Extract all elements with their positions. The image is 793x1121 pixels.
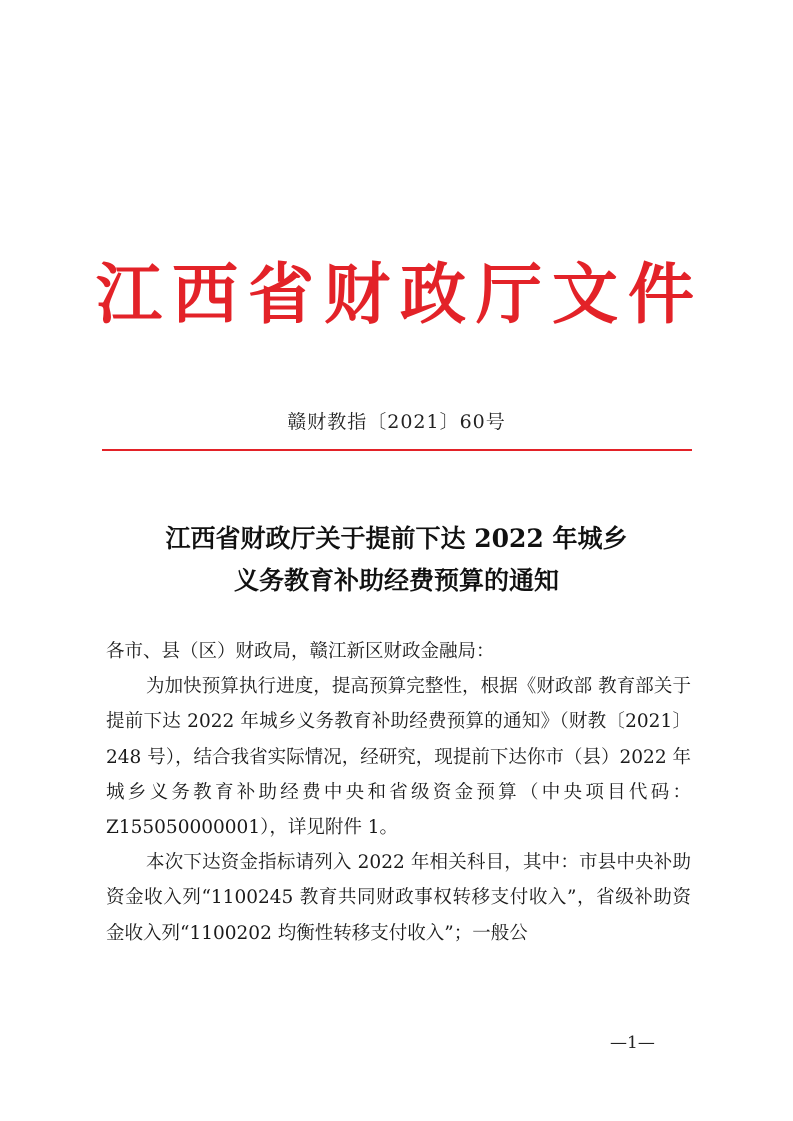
agency-header-title: 江西省财政厅文件 bbox=[96, 256, 704, 333]
title-line-1: 江西省财政厅关于提前下达 2022 年城乡 bbox=[165, 524, 628, 553]
document-title bbox=[90, 518, 703, 602]
salutation: 各市、县（区）财政局，赣江新区财政金融局： bbox=[106, 641, 495, 662]
page-number: —1— bbox=[610, 1033, 655, 1053]
title-line-2: 义务教育补助经费预算的通知 bbox=[233, 566, 559, 595]
document-number: 赣财教指〔2021〕60号 bbox=[287, 411, 506, 433]
document-body bbox=[106, 634, 691, 951]
paragraph-1: 为加快预算执行进度，提高预算完整性，根据《财政部 教育部关于提前下达 2022 年城乡义务教育补助经费预算的通知》（财教〔2021〕248 号），结合我省实际情况，经研究，现提前下达你市（县）2022 年城乡义务教育补助经费中央和省级资金预算（中央项目代码：Z155050000001），详见附件 1。 bbox=[106, 676, 691, 839]
paragraph-2: 本次下达资金指标请列入 2022 年相关科目，其中：市县中央补助资金收入列“1100245 教育共同财政事权转移支付收入”，省级补助资金收入列“1100202 均衡性转移支付收入”；一般公 bbox=[106, 852, 691, 944]
red-divider-line bbox=[102, 449, 692, 451]
